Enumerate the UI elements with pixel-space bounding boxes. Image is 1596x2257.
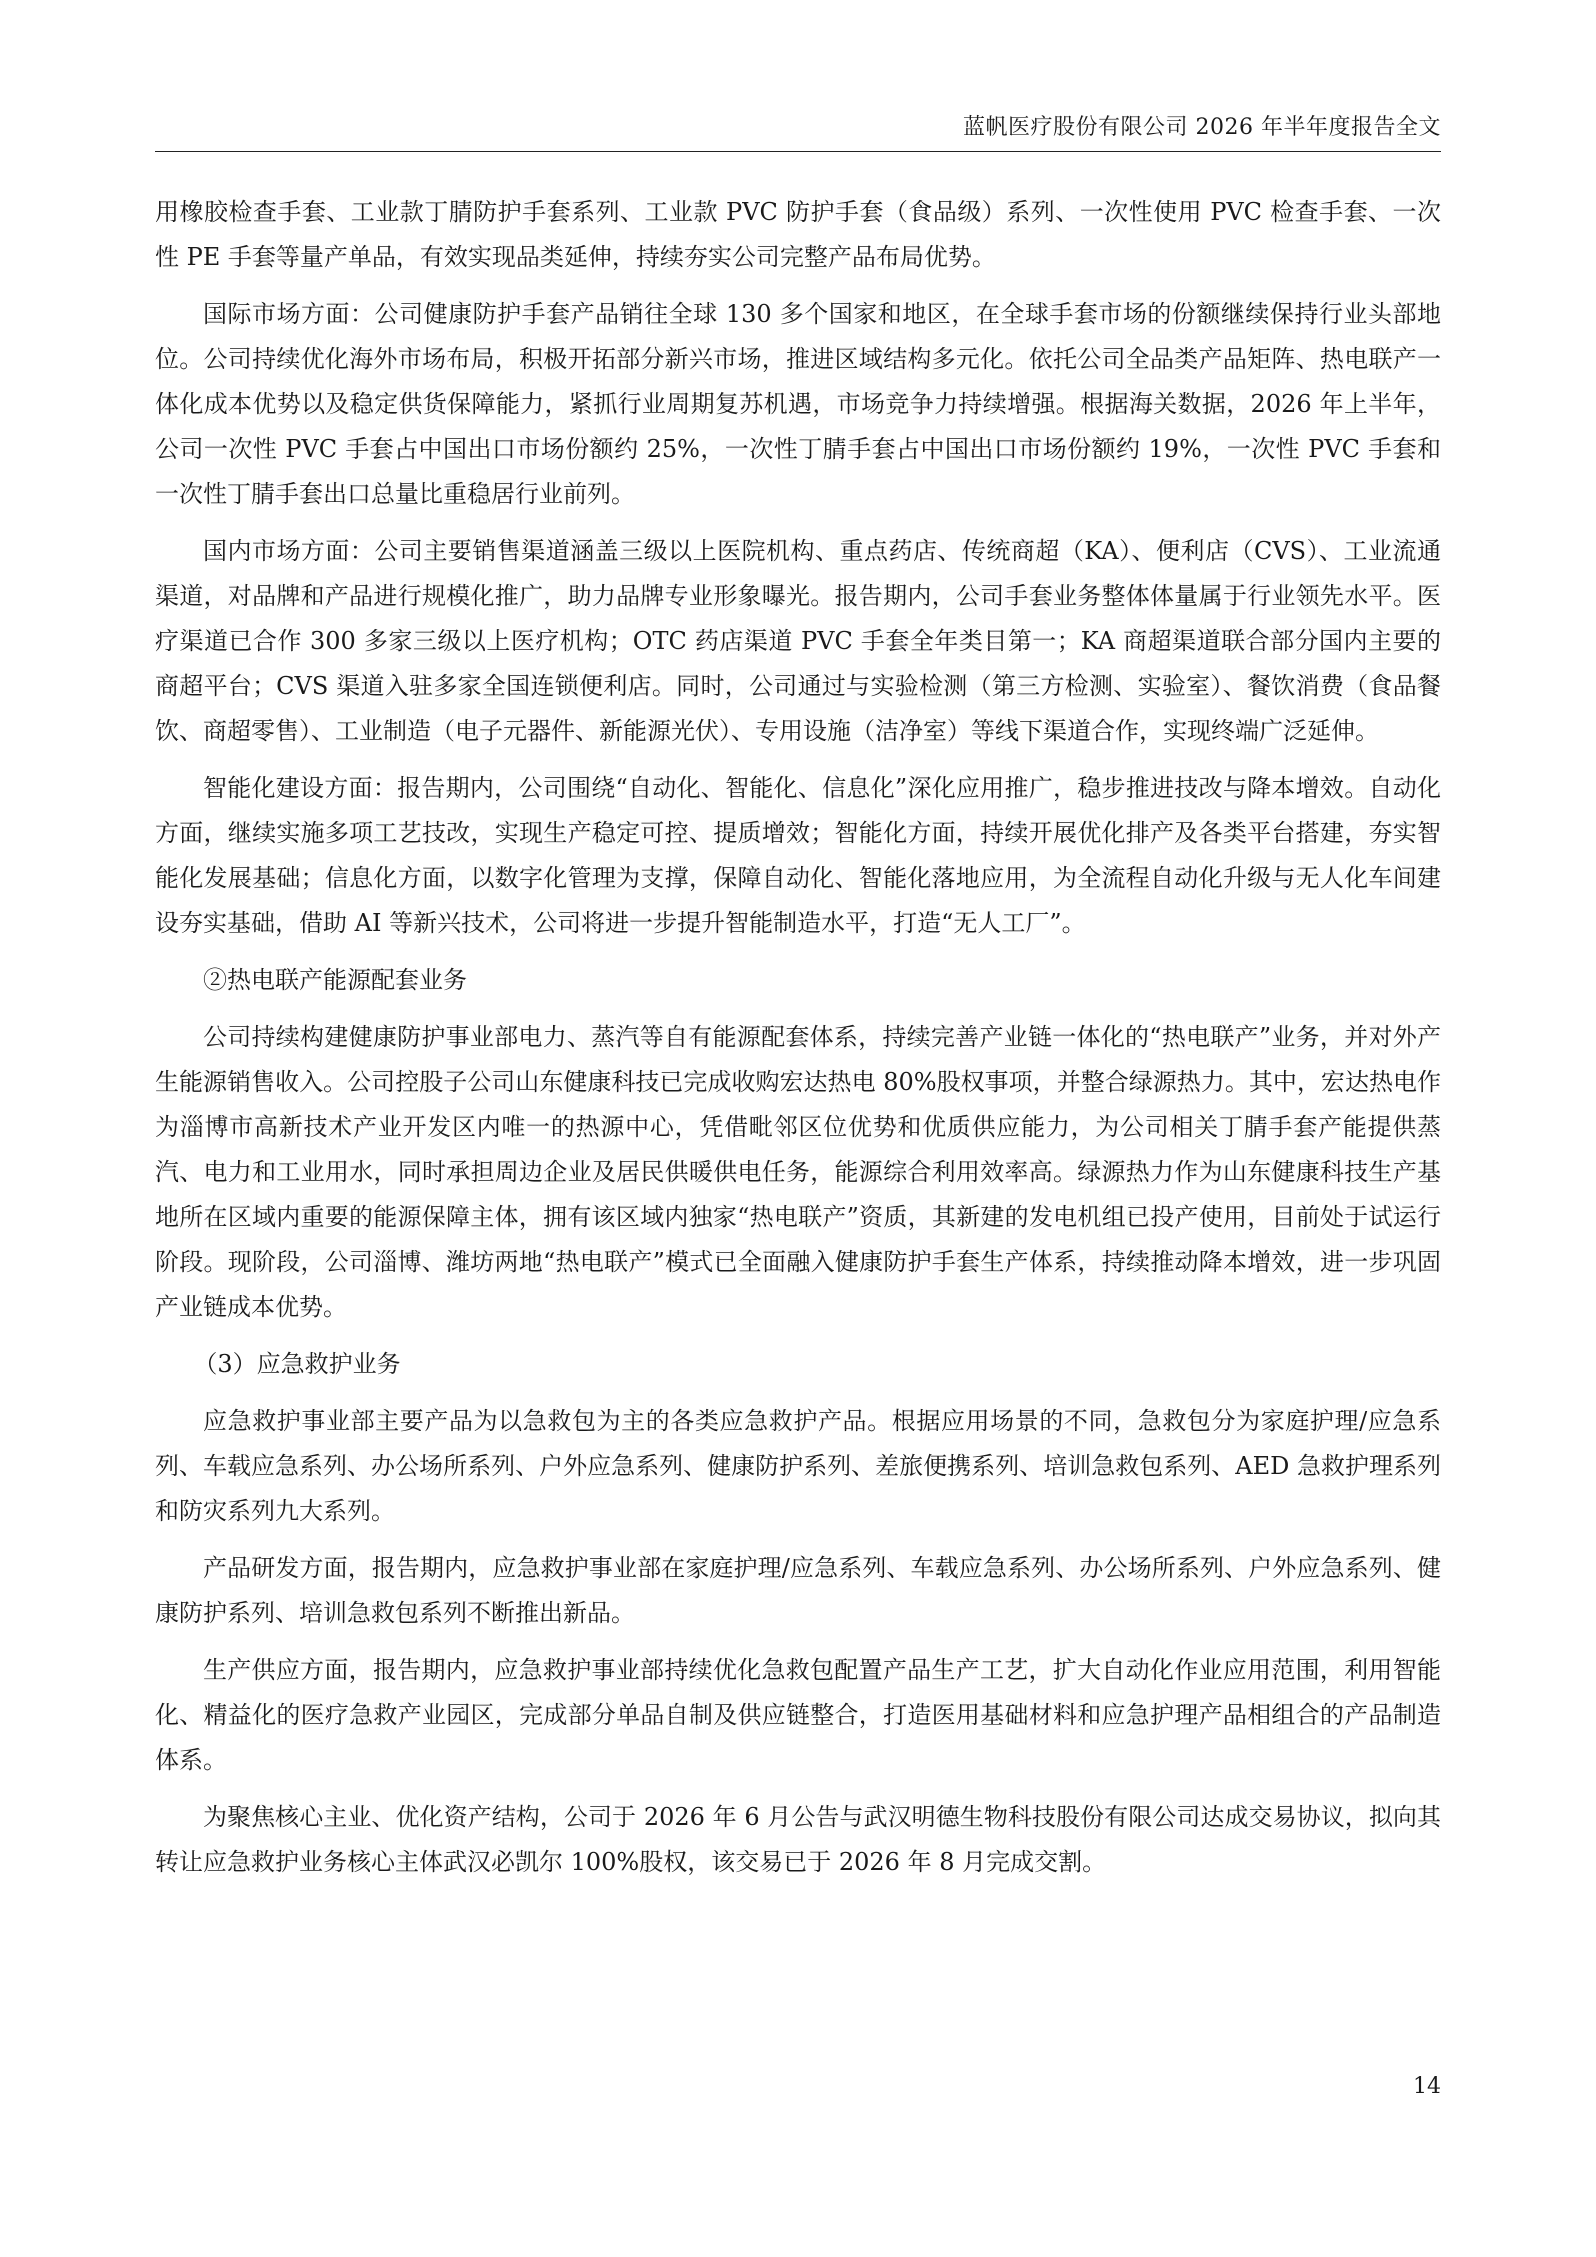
paragraph-product-rnd: 产品研发方面，报告期内，应急救护事业部在家庭护理/应急系列、车载应急系列、办公场所系列、户外应急系列、健康防护系列、培训急救包系列不断推出新品。 <box>155 1554 1441 1627</box>
header-divider <box>155 151 1441 152</box>
document-body <box>155 190 1441 1885</box>
paragraph-thermal-power: 公司持续构建健康防护事业部电力、蒸汽等自有能源配套体系，持续完善产业链一体化的“热电联产”业务，并对外产生能源销售收入。公司控股子公司山东健康科技已完成收购宏达热电 80%股权事项，并整合绿源热力。其中，宏达热电作为淄博市高新技术产业开发区内唯一的热源中心，凭借毗邻区位优势和优质供应能力，为公司相关丁腈手套产能提供蒸汽、电力和工业用水，同时承担周边企业及居民供暖供电任务，能源综合利用效率高。绿源热力作为山东健康科技生产基地所在区域内重要的能源保障主体，拥有该区域内独家“热电联产”资质，其新建的发电机组已投产使用，目前处于试运行阶段。现阶段，公司淄博、潍坊两地“热电联产”模式已全面融入健康防护手套生产体系，持续推动降本增效，进一步巩固产业链成本优势。 <box>155 1023 1441 1321</box>
paragraph-product-line: 用橡胶检查手套、工业款丁腈防护手套系列、工业款 PVC 防护手套（食品级）系列、一次性使用 PVC 检查手套、一次性 PE 手套等量产单品，有效实现品类延伸，持续夯实公司完整产品布局优势。 <box>155 198 1441 271</box>
paragraph-emergency-products: 应急救护事业部主要产品为以急救包为主的各类应急救护产品。根据应用场景的不同，急救包分为家庭护理/应急系列、车载应急系列、办公场所系列、户外应急系列、健康防护系列、差旅便携系列、培训急救包系列、AED 急救护理系列和防灾系列九大系列。 <box>155 1407 1441 1525</box>
paragraph-international-market: 国际市场方面：公司健康防护手套产品销往全球 130 多个国家和地区，在全球手套市场的份额继续保持行业头部地位。公司持续优化海外市场布局，积极开拓部分新兴市场，推进区域结构多元化。依托公司全品类产品矩阵、热电联产一体化成本优势以及稳定供货保障能力，紧抓行业周期复苏机遇，市场竞争力持续增强。根据海关数据，2026 年上半年，公司一次性 PVC 手套占中国出口市场份额约 25%，一次性丁腈手套占中国出口市场份额约 19%，一次性 PVC 手套和一次性丁腈手套出口总量比重稳居行业前列。 <box>155 300 1441 508</box>
section-heading-emergency-rescue: （3）应急救护业务 <box>193 1350 401 1378</box>
document-header: 蓝帆医疗股份有限公司 2026 年半年度报告全文 <box>963 115 1441 140</box>
paragraph-asset-transfer: 为聚焦核心主业、优化资产结构，公司于 2026 年 6 月公告与武汉明德生物科技股份有限公司达成交易协议，拟向其转让应急救护业务核心主体武汉必凯尔 100%股权，该交易已于 2026 年 8 月完成交割。 <box>155 1803 1441 1876</box>
page-number: 14 <box>1413 2074 1441 2099</box>
paragraph-production-supply: 生产供应方面，报告期内，应急救护事业部持续优化急救包配置产品生产工艺，扩大自动化作业应用范围，利用智能化、精益化的医疗急救产业园区，完成部分单品自制及供应链整合，打造医用基础材料和应急护理产品相组合的产品制造体系。 <box>155 1656 1441 1774</box>
section-heading-thermal-power: ②热电联产能源配套业务 <box>203 966 467 994</box>
paragraph-domestic-market: 国内市场方面：公司主要销售渠道涵盖三级以上医院机构、重点药店、传统商超（KA）、便利店（CVS）、工业流通渠道，对品牌和产品进行规模化推广，助力品牌专业形象曝光。报告期内，公司手套业务整体体量属于行业领先水平。医疗渠道已合作 300 多家三级以上医疗机构；OTC 药店渠道 PVC 手套全年类目第一；KA 商超渠道联合部分国内主要的商超平台；CVS 渠道入驻多家全国连锁便利店。同时，公司通过与实验检测（第三方检测、实验室）、餐饮消费（食品餐饮、商超零售）、工业制造（电子元器件、新能源光伏）、专用设施（洁净室）等线下渠道合作，实现终端广泛延伸。 <box>155 537 1441 745</box>
paragraph-intelligent-construction: 智能化建设方面：报告期内，公司围绕“自动化、智能化、信息化”深化应用推广，稳步推进技改与降本增效。自动化方面，继续实施多项工艺技改，实现生产稳定可控、提质增效；智能化方面，持续开展优化排产及各类平台搭建，夯实智能化发展基础；信息化方面，以数字化管理为支撑，保障自动化、智能化落地应用，为全流程自动化升级与无人化车间建设夯实基础，借助 AI 等新兴技术，公司将进一步提升智能制造水平，打造“无人工厂”。 <box>155 774 1441 937</box>
